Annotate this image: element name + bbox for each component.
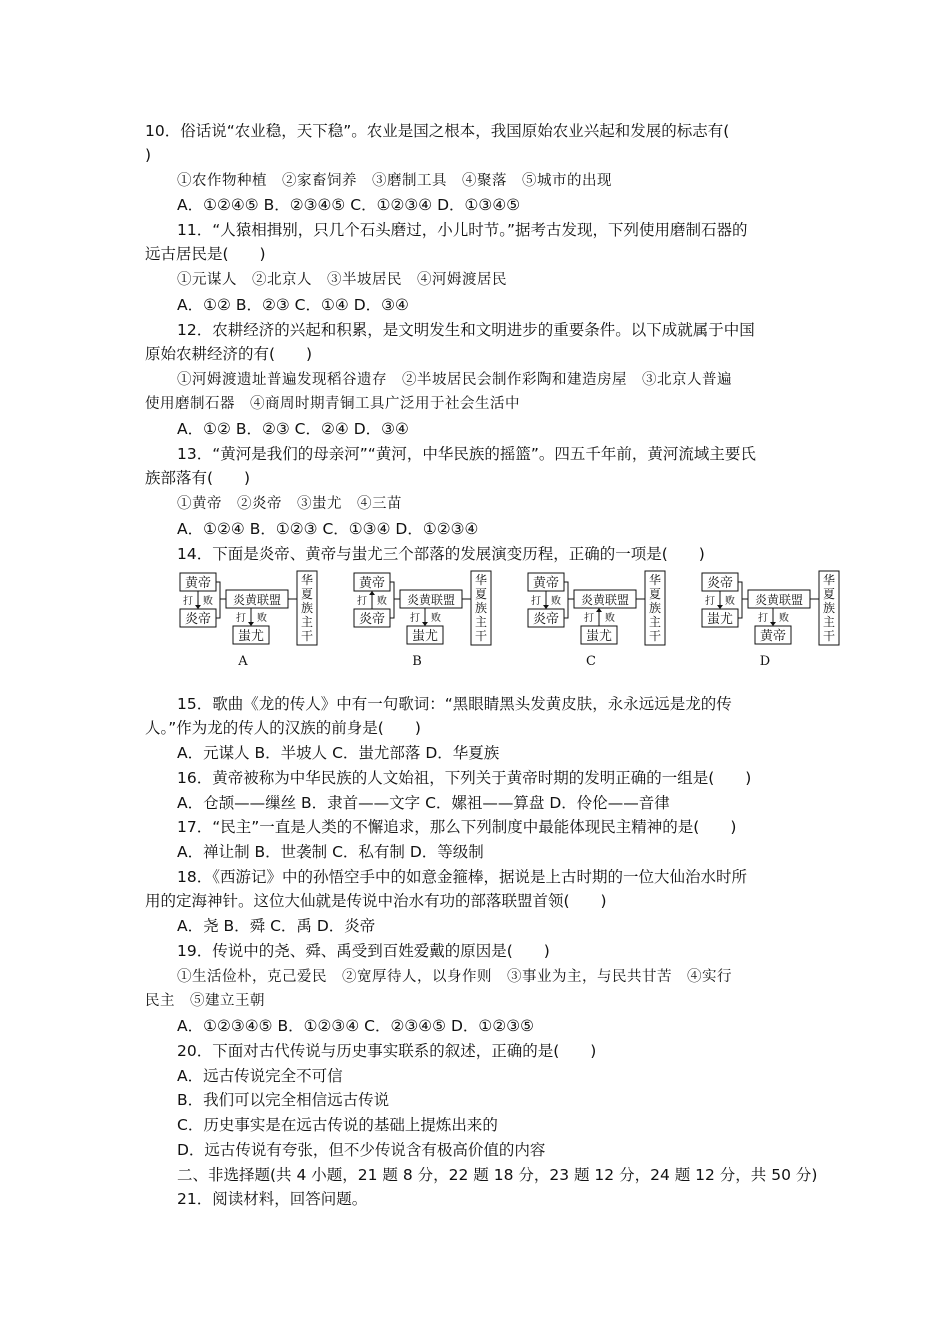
q11-options: A．①② B．②③ C．①④ D．③④: [177, 296, 409, 314]
q14-option-c-alliance-fight-bottom-text: 败: [605, 613, 615, 624]
q14-option-b-conquered-label: 蚩尤: [411, 629, 439, 644]
q19-options: A．①②③④⑤ B．①②③④ C．②③④⑤ D．①②③⑤: [177, 1017, 534, 1035]
q14-option-d-letter: D: [759, 654, 771, 669]
q14-option-a-top-label: 黄帝: [184, 576, 212, 591]
q14-option-d-huaxia-char-1: 夏: [822, 587, 836, 601]
q14-option-a-huaxia-char-3: 主: [300, 615, 314, 629]
q15-stem-cont: 人。”作为龙的传人的汉族的前身是( ): [145, 719, 421, 737]
q14-option-c-conquered-label: 蚩尤: [585, 629, 613, 644]
q15-options: A．元谋人 B．半坡人 C．蚩尤部落 D．华夏族: [177, 744, 500, 762]
q18-stem-cont: 用的定海神针。这位大仙就是传说中治水有功的部落联盟首领( ): [145, 892, 607, 910]
q14-option-c-fight-top-text: 打: [531, 596, 541, 607]
q14-option-b-bracket: [390, 582, 394, 618]
q14-option-c-fight-bottom-text: 败: [551, 596, 561, 607]
q19-items: ①生活俭朴，克己爱民 ②宽厚待人，以身作则 ③事业为主，与民共甘苦 ④实行: [177, 969, 732, 985]
q15-stem: 15．歌曲《龙的传人》中有一句歌词：“黑眼睛黑头发黄皮肤，永永远远是龙的传: [177, 695, 732, 713]
q14-option-d-bottom-label: 蚩尤: [706, 612, 734, 627]
q14-option-d-fight-bottom-text: 败: [725, 596, 735, 607]
q14-option-a-huaxia-char-1: 夏: [300, 587, 314, 601]
q14-option-c-huaxia-char-1: 夏: [648, 587, 662, 601]
q20-option-c: C．历史事实是在远古传说的基础上提炼出来的: [177, 1116, 498, 1134]
q14-option-c-alliance-label: 炎黄联盟: [580, 593, 630, 607]
q13-options: A．①②④ B．①②③ C．①③④ D．①②③④: [177, 520, 479, 538]
q10-items: ①农作物种植 ②家畜饲养 ③磨制工具 ④聚落 ⑤城市的出现: [177, 173, 612, 189]
q14-option-c-letter: C: [586, 654, 596, 669]
q14-option-c-bottom-label: 炎帝: [532, 612, 560, 627]
q16-options: A．仓颉——缫丝 B．隶首——文字 C．嫘祖——算盘 D．伶伦——音律: [177, 794, 670, 812]
q17-stem: 17．“民主”一直是人类的不懈追求，那么下列制度中最能体现民主精神的是( ): [177, 818, 737, 836]
q14-option-a-fight-arrow-head: [195, 605, 201, 609]
q14-option-c-alliance-fight-top-text: 打: [584, 613, 594, 624]
q14-option-d-fight-top-text: 打: [705, 596, 715, 607]
q12-stem: 12．农耕经济的兴起和积累，是文明发生和文明进步的重要条件。以下成就属于中国: [177, 321, 755, 339]
q12-items-cont: 使用磨制石器 ④商周时期青铜工具广泛用于社会生活中: [145, 396, 520, 412]
q20-option-b: B．我们可以完全相信远古传说: [177, 1091, 390, 1109]
q14-option-b-huaxia-char-2: 族: [474, 601, 488, 615]
q14-option-d-alliance-arrow-head: [770, 622, 776, 626]
q17-options: A．禅让制 B．世袭制 C．私有制 D．等级制: [177, 843, 484, 861]
q20-option-d: D．远古传说有夸张，但不少传说含有极高价值的内容: [177, 1141, 546, 1159]
q14-option-c-huaxia-char-2: 族: [648, 601, 662, 615]
q14-option-a-alliance-arrow-head: [248, 622, 254, 626]
q12-options: A．①② B．②③ C．②④ D．③④: [177, 420, 409, 438]
q12-items: ①河姆渡遗址普遍发现稻谷遗存 ②半坡居民会制作彩陶和建造房屋 ③北京人普遍: [177, 372, 732, 388]
q14-option-a-alliance-fight-top-text: 打: [236, 613, 246, 624]
q14-option-b-bottom-label: 炎帝: [358, 612, 386, 627]
q14-option-a-alliance-label: 炎黄联盟: [232, 593, 282, 607]
q14-option-d-huaxia-char-0: 华: [822, 573, 836, 587]
q14-option-d-huaxia-char-3: 主: [822, 615, 836, 629]
q18-options: A．尧 B．舜 C．禹 D．炎帝: [177, 917, 376, 935]
q12-stem-cont: 原始农耕经济的有( ): [145, 345, 313, 363]
q14-option-a-fight-bottom-text: 败: [203, 596, 213, 607]
q14-option-b-letter: B: [412, 654, 422, 669]
q14-option-a-huaxia-char-0: 华: [300, 573, 314, 587]
q14-option-d-bracket: [738, 582, 742, 618]
q13-stem-cont: 族部落有( ): [145, 469, 251, 487]
q14-option-d-huaxia-char-2: 族: [822, 601, 836, 615]
q14-option-b-huaxia-char-3: 主: [474, 615, 488, 629]
q14-option-d-conquered-label: 黄帝: [759, 629, 787, 644]
q14-option-d-alliance-fight-bottom-text: 败: [779, 613, 789, 624]
q14-option-b-huaxia-char-0: 华: [474, 573, 488, 587]
q11-stem-cont: 远古居民是( ): [145, 245, 266, 263]
q14-option-b-alliance-arrow-head: [422, 622, 428, 626]
q14-option-a-fight-top-text: 打: [183, 596, 193, 607]
q14-option-c-huaxia-char-0: 华: [648, 573, 662, 587]
q14-option-c-bracket: [564, 582, 568, 618]
q20-stem: 20．下面对古代传说与历史事实联系的叙述，正确的是( ): [177, 1042, 597, 1060]
q14-option-b-top-label: 黄帝: [358, 576, 386, 591]
q14-option-b-fight-top-text: 打: [357, 596, 367, 607]
q20-option-a: A．远古传说完全不可信: [177, 1067, 343, 1085]
q14-option-b-fight-bottom-text: 败: [377, 596, 387, 607]
q14-option-c-huaxia-char-4: 干: [648, 629, 662, 643]
q14-option-c-top-label: 黄帝: [532, 576, 560, 591]
q14-option-d-top-label: 炎帝: [706, 576, 734, 591]
q14-option-d-fight-arrow-head: [717, 605, 723, 609]
section-two-heading: 二、非选择题(共 4 小题，21 题 8 分，22 题 18 分，23 题 12 分，24 题 12 分，共 50 分): [177, 1166, 818, 1184]
q14-option-a-conquered-label: 蚩尤: [237, 629, 265, 644]
q14-option-a-huaxia-char-4: 干: [300, 629, 314, 643]
q19-items-cont: 民主 ⑤建立王朝: [145, 993, 265, 1009]
q13-stem: 13．“黄河是我们的母亲河”“黄河，中华民族的摇篮”。四五千年前，黄河流域主要氏: [177, 445, 756, 463]
q14-option-b-huaxia-char-1: 夏: [474, 587, 488, 601]
q10-stem: 10．俗话说“农业稳，天下稳”。农业是国之根本，我国原始农业兴起和发展的标志有(: [145, 122, 730, 140]
q10-stem-cont: ): [145, 146, 152, 164]
q14-option-b-huaxia-char-4: 干: [474, 629, 488, 643]
q14-option-b-alliance-fight-bottom-text: 败: [431, 613, 441, 624]
q14-option-a-bottom-label: 炎帝: [184, 612, 212, 627]
q10-options: A．①②④⑤ B．②③④⑤ C．①②③④ D．①③④⑤: [177, 196, 521, 214]
q14-option-d-alliance-fight-top-text: 打: [758, 613, 768, 624]
q14-diagram: [178, 569, 858, 674]
q11-stem: 11．“人猿相揖别，只几个石头磨过，小儿时节。”据考古发现，下列使用磨制石器的: [177, 221, 748, 239]
q14-option-c-fight-arrow-head: [543, 605, 549, 609]
q21-stem: 21．阅读材料，回答问题。: [177, 1190, 368, 1208]
q14-option-d-huaxia-char-4: 干: [822, 629, 836, 643]
q14-option-b-alliance-label: 炎黄联盟: [406, 593, 456, 607]
q14-diagram-svg: [178, 569, 858, 674]
q14-option-a-huaxia-char-2: 族: [300, 601, 314, 615]
q14-option-d-alliance-label: 炎黄联盟: [754, 593, 804, 607]
q14-option-a-bracket: [216, 582, 220, 618]
q14-stem: 14．下面是炎帝、黄帝与蚩尤三个部落的发展演变历程，正确的一项是( ): [177, 545, 705, 563]
q14-option-b-fight-arrow-head: [369, 591, 375, 595]
q13-items: ①黄帝 ②炎帝 ③蚩尤 ④三苗: [177, 496, 402, 512]
q14-option-a-letter: A: [238, 654, 248, 669]
q14-option-c-huaxia-char-3: 主: [648, 615, 662, 629]
q11-items: ①元谋人 ②北京人 ③半坡居民 ④河姆渡居民: [177, 272, 507, 288]
q16-stem: 16．黄帝被称为中华民族的人文始祖，下列关于黄帝时期的发明正确的一组是( ): [177, 769, 752, 787]
q14-option-c-alliance-arrow-head: [596, 608, 602, 612]
q18-stem: 18．《西游记》中的孙悟空手中的如意金箍棒，据说是上古时期的一位大仙治水时所: [177, 868, 747, 886]
q14-option-a-alliance-fight-bottom-text: 败: [257, 613, 267, 624]
q19-stem: 19．传说中的尧、舜、禹受到百姓爱戴的原因是( ): [177, 942, 550, 960]
q14-option-b-alliance-fight-top-text: 打: [410, 613, 420, 624]
